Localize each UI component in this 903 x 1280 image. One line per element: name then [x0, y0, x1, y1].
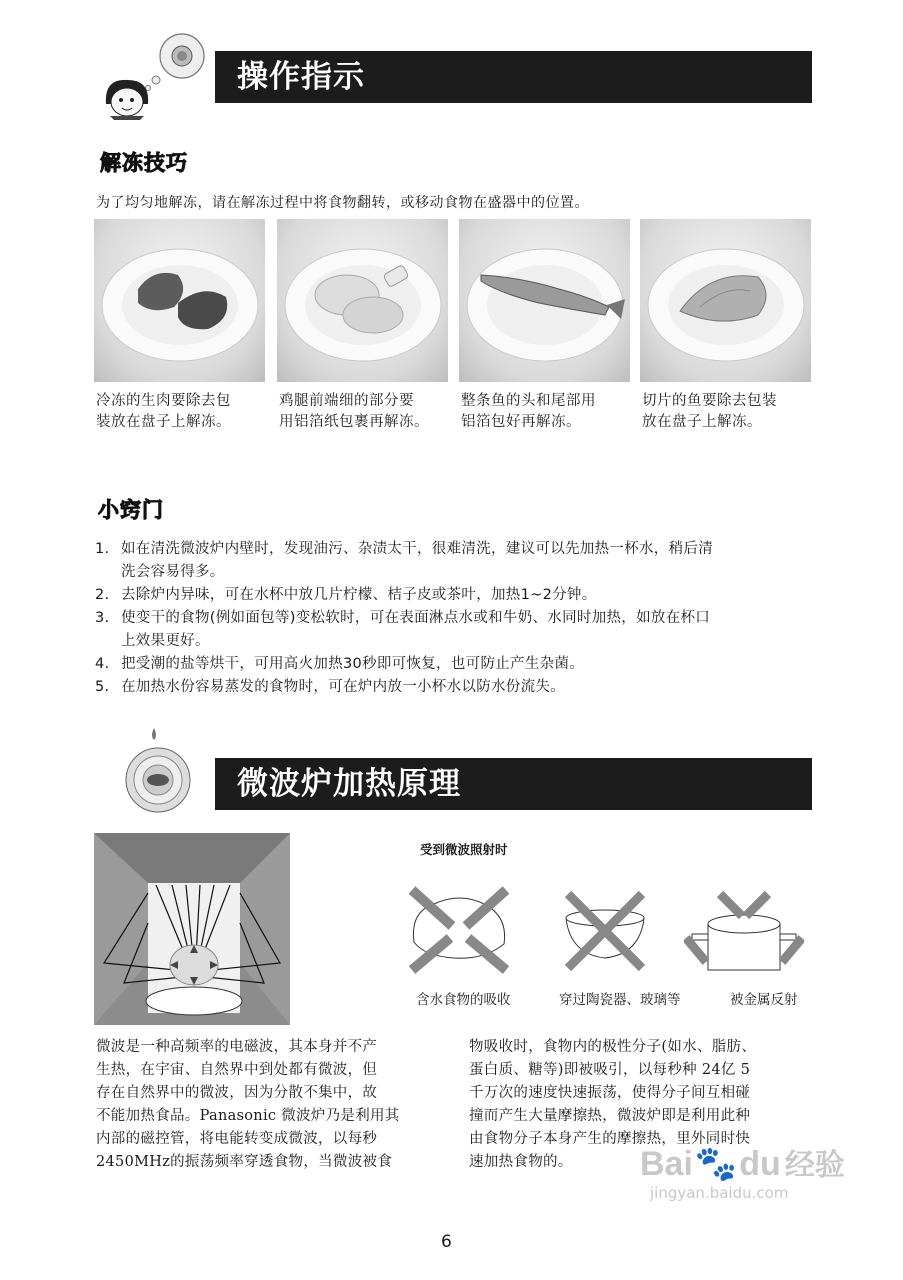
- list-item: 1. 如在清洗微波炉内壁时，发现油污、杂渍太干，很难清洗，建议可以先加热一杯水，稍后清 洗会容易得多。: [95, 541, 713, 580]
- photo-chicken-legs: [277, 219, 448, 382]
- ceramic-passthrough-diagram: [560, 888, 650, 978]
- microwave-spiral-illustration: [124, 724, 194, 820]
- photo-whole-fish: [459, 219, 630, 382]
- caption-chicken-legs: 鸡腿前端细的部分要 用铝箔纸包裹再解冻。: [279, 393, 429, 430]
- photo-fish-slices: [640, 219, 811, 382]
- caption-whole-fish: 整条鱼的头和尾部用 铝箔包好再解冻。: [461, 393, 596, 430]
- caption-raw-meat: 冷冻的生肉要除去包 装放在盘子上解冻。: [96, 393, 231, 430]
- microwave-cavity-diagram: [94, 833, 290, 1025]
- caption-metal-reflect: 被金属反射: [730, 992, 798, 1008]
- list-item: 3. 使变干的食物(例如面包等)变松软时，可在表面淋点水或和牛奶、水同时加热，如放在杯口 上效果更好。: [95, 610, 711, 649]
- caption-food-absorb: 含水食物的吸收: [416, 992, 511, 1008]
- photo-raw-meat: [94, 219, 265, 382]
- caption-fish-slices: 切片的鱼要除去包装 放在盘子上解冻。: [642, 393, 777, 430]
- list-item: 5. 在加热水份容易蒸发的食物时，可在炉内放一小杯水以防水份流失。: [95, 679, 565, 695]
- waves-heading: 受到微波照射时: [420, 842, 508, 857]
- list-item: 4. 把受潮的盐等烘干，可用高火加热30秒即可恢复，也可防止产生杂菌。: [95, 656, 585, 672]
- baidu-watermark: Bai🐾du 经验 jingyan.baidu.com: [640, 1145, 845, 1202]
- tips-heading: 小窍门: [98, 498, 164, 522]
- tips-list: [95, 538, 815, 699]
- page-number: 6: [441, 1232, 452, 1252]
- list-item: 2. 去除炉内异味，可在水杯中放几片柠檬、桔子皮或茶叶，加热1~2分钟。: [95, 587, 597, 603]
- body-left-column: 微波是一种高频率的电磁波，其本身并不产 生热，在宇宙、自然界中到处都有微波，但 存在自然界中的微波，因为分散不集中，故 不能加热食品。Panasonic 微波炉乃是利用其 内部的磁控管，将电能转变成微波，以每秒 2450MHz的振荡频率穿透食物，当微波被食: [96, 1039, 400, 1170]
- food-absorb-diagram: [404, 882, 514, 978]
- section-title-operation: 操作指示: [215, 51, 812, 103]
- defrost-heading: 解冻技巧: [100, 151, 188, 175]
- caption-ceramic-pass: 穿过陶瓷器、玻璃等: [559, 992, 681, 1008]
- body-right-column: 物吸收时，食物内的极性分子(如水、脂肪、 蛋白质、糖等)即被吸引，以每秒种 24亿 5 千万次的速度快速振荡，使得分子间互相碰 撞而产生大量摩擦热，微波炉即是利用此种 由食物分子本身产生的摩擦热，里外同时快 速加热食物的。: [469, 1039, 757, 1170]
- section-title-heating-principle: 微波炉加热原理: [215, 758, 812, 810]
- metal-reflect-diagram: [684, 890, 804, 980]
- defrost-intro: 为了均匀地解冻，请在解冻过程中将食物翻转，或移动食物在盛器中的位置。: [96, 195, 589, 211]
- chef-thinking-illustration: [100, 28, 212, 120]
